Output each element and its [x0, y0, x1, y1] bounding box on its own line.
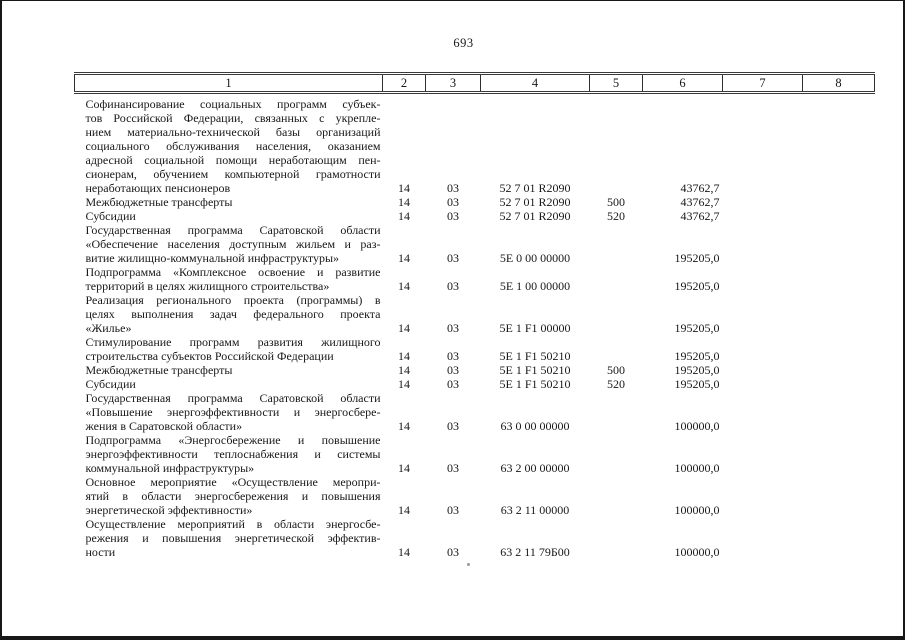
cell-col7 [723, 433, 803, 475]
cell-expense-type [590, 293, 643, 335]
cell-razdel: 14 [398, 461, 410, 475]
header-cell-col3: 3 [426, 74, 481, 93]
cell-razdel: 14 [398, 279, 410, 293]
program-name-line: строительства субъектов Российской Федерации [85, 349, 334, 363]
header-cell-col5: 5 [590, 74, 643, 93]
cell-program-name [75, 195, 383, 209]
cell-expense-type [590, 335, 643, 363]
cell-target-article: 5Е 1 F1 50210 [499, 377, 571, 391]
cell-target-article: 5Е 0 00 00000 [499, 251, 571, 265]
cell-target-article: 52 7 01 R2090 [499, 181, 571, 195]
header-cell-col8: 8 [803, 74, 875, 93]
program-name-line: «Жилье» [85, 321, 132, 335]
cell-col7 [723, 293, 803, 335]
cell-expense-type: 500 [607, 363, 625, 377]
cell-program-name [75, 209, 383, 223]
cell-target-article: 52 7 01 R2090 [499, 209, 571, 223]
cell-col7 [723, 475, 803, 517]
cell-col8 [803, 391, 875, 433]
cell-col8 [803, 293, 875, 335]
page-number: 693 [453, 36, 474, 50]
cell-program-name [75, 265, 383, 293]
table-row [75, 335, 875, 363]
table-row [75, 265, 875, 293]
cell-col7 [723, 223, 803, 265]
cell-target-article: 5Е 1 F1 00000 [499, 321, 571, 335]
cell-col8 [803, 93, 875, 196]
cell-col7 [723, 195, 803, 209]
cell-program-name [75, 293, 383, 335]
program-name-line: ности [85, 545, 116, 559]
cell-razdel: 14 [398, 321, 410, 335]
cell-program-name [75, 363, 383, 377]
cell-col7 [723, 377, 803, 391]
cell-col7 [723, 209, 803, 223]
table-row [75, 433, 875, 475]
cell-col7 [723, 363, 803, 377]
program-name-line: социального обслуживания населения, оказанием [85, 139, 381, 153]
cell-program-name [75, 517, 383, 559]
cell-expense-type: 500 [607, 195, 625, 209]
program-name-line: жения в Саратовской области» [85, 419, 243, 433]
table-row [75, 293, 875, 335]
cell-amount: 195205,0 [674, 363, 720, 377]
header-row [75, 74, 875, 93]
cell-col8 [803, 209, 875, 223]
scan-speck [467, 563, 470, 566]
program-name-line: режения и повышения энергетической эффектив- [85, 531, 381, 545]
cell-expense-type [590, 433, 643, 475]
program-name-line: энергоэффективности теплоснабжения и системы [85, 447, 381, 461]
cell-amount: 100000,0 [674, 545, 720, 559]
program-name-line: Основное мероприятие «Осуществление меропри- [85, 475, 381, 489]
budget-table [74, 72, 875, 559]
cell-amount: 195205,0 [674, 377, 720, 391]
cell-razdel: 14 [398, 503, 410, 517]
program-name-line: Софинансирование социальных программ субъек- [85, 97, 381, 111]
table-row [75, 391, 875, 433]
cell-col8 [803, 265, 875, 293]
cell-amount: 43762,7 [680, 209, 720, 223]
cell-program-name [75, 93, 383, 196]
program-name-line: энергетической эффективности» [85, 503, 253, 517]
cell-podrazdel: 03 [447, 363, 459, 377]
cell-podrazdel: 03 [447, 279, 459, 293]
cell-podrazdel: 03 [447, 321, 459, 335]
cell-col8 [803, 377, 875, 391]
cell-expense-type [590, 265, 643, 293]
cell-podrazdel: 03 [447, 461, 459, 475]
program-name-line: ятий в области энергосбережения и повышения [85, 489, 381, 503]
header-cell-col2: 2 [383, 74, 426, 93]
cell-razdel: 14 [398, 251, 410, 265]
cell-program-name [75, 377, 383, 391]
budget-table-body [75, 93, 875, 560]
cell-amount: 43762,7 [680, 195, 720, 209]
header-cell-col1: 1 [75, 74, 383, 93]
program-name-line: коммунальной инфраструктуры» [85, 461, 255, 475]
program-name-line: Реализация регионального проекта (программы) в [85, 293, 381, 307]
table-row [75, 223, 875, 265]
header-cell-col7: 7 [723, 74, 803, 93]
cell-col8 [803, 517, 875, 559]
cell-podrazdel: 03 [447, 545, 459, 559]
cell-program-name [75, 475, 383, 517]
table-row [75, 517, 875, 559]
cell-col7 [723, 93, 803, 196]
cell-program-name [75, 335, 383, 363]
program-name-line: Субсидии [85, 377, 136, 391]
program-name-line: Межбюджетные трансферты [85, 195, 233, 209]
cell-amount: 195205,0 [674, 251, 720, 265]
table-row [75, 377, 875, 391]
cell-target-article: 5Е 1 F1 50210 [499, 349, 571, 363]
cell-razdel: 14 [398, 349, 410, 363]
cell-target-article: 5Е 1 00 00000 [499, 279, 571, 293]
table-row [75, 209, 875, 223]
program-name-line: Субсидии [85, 209, 136, 223]
cell-razdel: 14 [398, 377, 410, 391]
cell-col7 [723, 391, 803, 433]
cell-amount: 100000,0 [674, 461, 720, 475]
cell-razdel: 14 [398, 209, 410, 223]
cell-podrazdel: 03 [447, 349, 459, 363]
cell-expense-type [590, 223, 643, 265]
cell-amount: 100000,0 [674, 419, 720, 433]
cell-podrazdel: 03 [447, 195, 459, 209]
program-name-line: Подпрограмма «Комплексное освоение и развитие [85, 265, 381, 279]
cell-amount: 43762,7 [680, 181, 720, 195]
program-name-line: Межбюджетные трансферты [85, 363, 233, 377]
table-row [75, 195, 875, 209]
cell-razdel: 14 [398, 545, 410, 559]
program-name-line: витие жилищно-коммунальной инфраструктуры» [85, 251, 340, 265]
cell-target-article: 5Е 1 F1 50210 [499, 363, 571, 377]
header-cell-col6: 6 [643, 74, 723, 93]
cell-razdel: 14 [398, 363, 410, 377]
cell-amount: 195205,0 [674, 349, 720, 363]
cell-target-article: 63 2 11 79Б00 [500, 545, 570, 559]
program-name-line: тов Российской Федерации, связанных с укрепле- [85, 111, 381, 125]
table-row [75, 475, 875, 517]
cell-target-article: 63 0 00 00000 [500, 419, 570, 433]
cell-podrazdel: 03 [447, 209, 459, 223]
budget-table-header [75, 74, 875, 93]
cell-col7 [723, 517, 803, 559]
cell-razdel: 14 [398, 419, 410, 433]
cell-podrazdel: 03 [447, 419, 459, 433]
cell-program-name [75, 223, 383, 265]
program-name-line: целях выполнения задач федерального проекта [85, 307, 381, 321]
cell-col8 [803, 433, 875, 475]
program-name-line: неработающих пенсионеров [85, 181, 231, 195]
cell-amount: 100000,0 [674, 503, 720, 517]
table-row [75, 93, 875, 196]
cell-target-article: 63 2 00 00000 [500, 461, 570, 475]
cell-target-article: 63 2 11 00000 [500, 503, 570, 517]
cell-expense-type: 520 [607, 209, 625, 223]
cell-amount: 195205,0 [674, 279, 720, 293]
cell-col8 [803, 335, 875, 363]
program-name-line: Подпрограмма «Энергосбережение и повышение [85, 433, 381, 447]
program-name-line: Государственная программа Саратовской области [85, 391, 381, 405]
table-row [75, 363, 875, 377]
cell-podrazdel: 03 [447, 181, 459, 195]
program-name-line: Стимулирование программ развития жилищного [85, 335, 381, 349]
cell-program-name [75, 433, 383, 475]
program-name-line: Государственная программа Саратовской области [85, 223, 381, 237]
cell-col7 [723, 335, 803, 363]
cell-amount: 195205,0 [674, 321, 720, 335]
cell-podrazdel: 03 [447, 503, 459, 517]
cell-expense-type: 520 [607, 377, 625, 391]
cell-podrazdel: 03 [447, 251, 459, 265]
cell-razdel: 14 [398, 195, 410, 209]
program-name-line: «Повышение энергоэффективности и энергосбере- [85, 405, 381, 419]
cell-col8 [803, 363, 875, 377]
cell-target-article: 52 7 01 R2090 [499, 195, 571, 209]
program-name-line: адресной социальной помощи неработающим пен- [85, 153, 381, 167]
program-name-line: сионерам, обучением компьютерной грамотности [85, 167, 381, 181]
header-cell-col4: 4 [481, 74, 590, 93]
cell-col8 [803, 195, 875, 209]
cell-col8 [803, 223, 875, 265]
cell-expense-type [590, 475, 643, 517]
cell-col8 [803, 475, 875, 517]
program-name-line: Осуществление мероприятий в области энергосбе- [85, 517, 381, 531]
program-name-line: «Обеспечение населения доступным жильем и раз- [85, 237, 381, 251]
cell-expense-type [590, 517, 643, 559]
cell-podrazdel: 03 [447, 377, 459, 391]
cell-program-name [75, 391, 383, 433]
cell-col7 [723, 265, 803, 293]
program-name-line: нием материально-технической базы организаций [85, 125, 381, 139]
cell-razdel: 14 [398, 181, 410, 195]
cell-expense-type [590, 93, 643, 196]
program-name-line: территорий в целях жилищного строительства» [85, 279, 330, 293]
cell-expense-type [590, 391, 643, 433]
